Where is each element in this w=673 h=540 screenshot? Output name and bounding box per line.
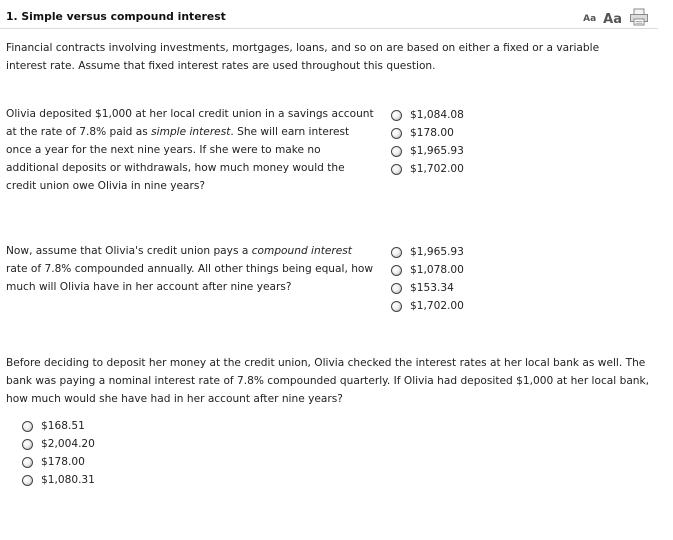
option-label: $178.00 <box>410 127 454 139</box>
radio-button[interactable] <box>391 146 402 157</box>
print-icon[interactable] <box>629 8 649 26</box>
toolbar <box>583 8 649 26</box>
part1-question-text: Olivia deposited $1,000 at her local credit union in a savings account at the rate of 7.8% paid as simple interest. She will earn interest once a year for the next nine years. If she were to make no additional deposits or withdrawals, how much money would the credit union owe Olivia in nine years? <box>6 108 374 192</box>
option-label: $168.51 <box>41 420 85 432</box>
radio-button[interactable] <box>391 283 402 294</box>
part2-option[interactable] <box>391 243 464 261</box>
part1-option[interactable] <box>391 124 464 142</box>
part1-option[interactable] <box>391 142 464 160</box>
question-title: 1. Simple versus compound interest <box>6 10 226 23</box>
option-label: $1,084.08 <box>410 109 464 121</box>
radio-button[interactable] <box>22 457 33 468</box>
font-size-large-button[interactable]: Aa <box>603 12 622 27</box>
part1-options <box>391 106 464 178</box>
option-label: $1,702.00 <box>410 300 464 312</box>
radio-button[interactable] <box>391 265 402 276</box>
part3-question-text: Before deciding to deposit her money at the credit union, Olivia checked the interest rates at her local bank as well. The bank was paying a nominal interest rate of 7.8% compounded quarterly. If Olivia had deposited $1,000 at her local bank, how much would she have had in her account after nine years? <box>6 357 650 405</box>
radio-button[interactable] <box>391 301 402 312</box>
part3-option[interactable] <box>22 471 95 489</box>
part3-option[interactable] <box>22 435 95 453</box>
part1-option[interactable] <box>391 160 464 178</box>
part2-option[interactable] <box>391 261 464 279</box>
intro-text: Financial contracts involving investments, mortgages, loans, and so on are based on either a fixed or a variable interest rate. Assume that fixed interest rates are used throughout this question. <box>6 42 600 72</box>
radio-button[interactable] <box>391 247 402 258</box>
option-label: $153.34 <box>410 282 454 294</box>
part3-option[interactable] <box>22 453 95 471</box>
option-label: $1,078.00 <box>410 264 464 276</box>
part1-option[interactable] <box>391 106 464 124</box>
part3-option[interactable] <box>22 417 95 435</box>
radio-button[interactable] <box>22 421 33 432</box>
option-label: $178.00 <box>41 456 85 468</box>
radio-button[interactable] <box>22 475 33 486</box>
simple-interest-term: simple interest <box>151 126 231 138</box>
part2-options <box>391 243 464 315</box>
font-size-small-button[interactable]: Aa <box>583 14 597 24</box>
title-divider <box>0 28 658 29</box>
option-label: $1,965.93 <box>410 145 464 157</box>
radio-button[interactable] <box>391 164 402 175</box>
radio-button[interactable] <box>391 128 402 139</box>
option-label: $1,080.31 <box>41 474 95 486</box>
radio-button[interactable] <box>22 439 33 450</box>
option-label: $1,965.93 <box>410 246 464 258</box>
part3-options <box>22 417 95 489</box>
part2-question-text: Now, assume that Olivia's credit union pays a compound interest rate of 7.8% compounded annually. All other things being equal, how much will Olivia have in her account after nine years? <box>6 245 374 293</box>
compound-interest-term: compound interest <box>251 245 352 257</box>
option-label: $1,702.00 <box>410 163 464 175</box>
option-label: $2,004.20 <box>41 438 95 450</box>
part2-option[interactable] <box>391 297 464 315</box>
radio-button[interactable] <box>391 110 402 121</box>
part2-option[interactable] <box>391 279 464 297</box>
